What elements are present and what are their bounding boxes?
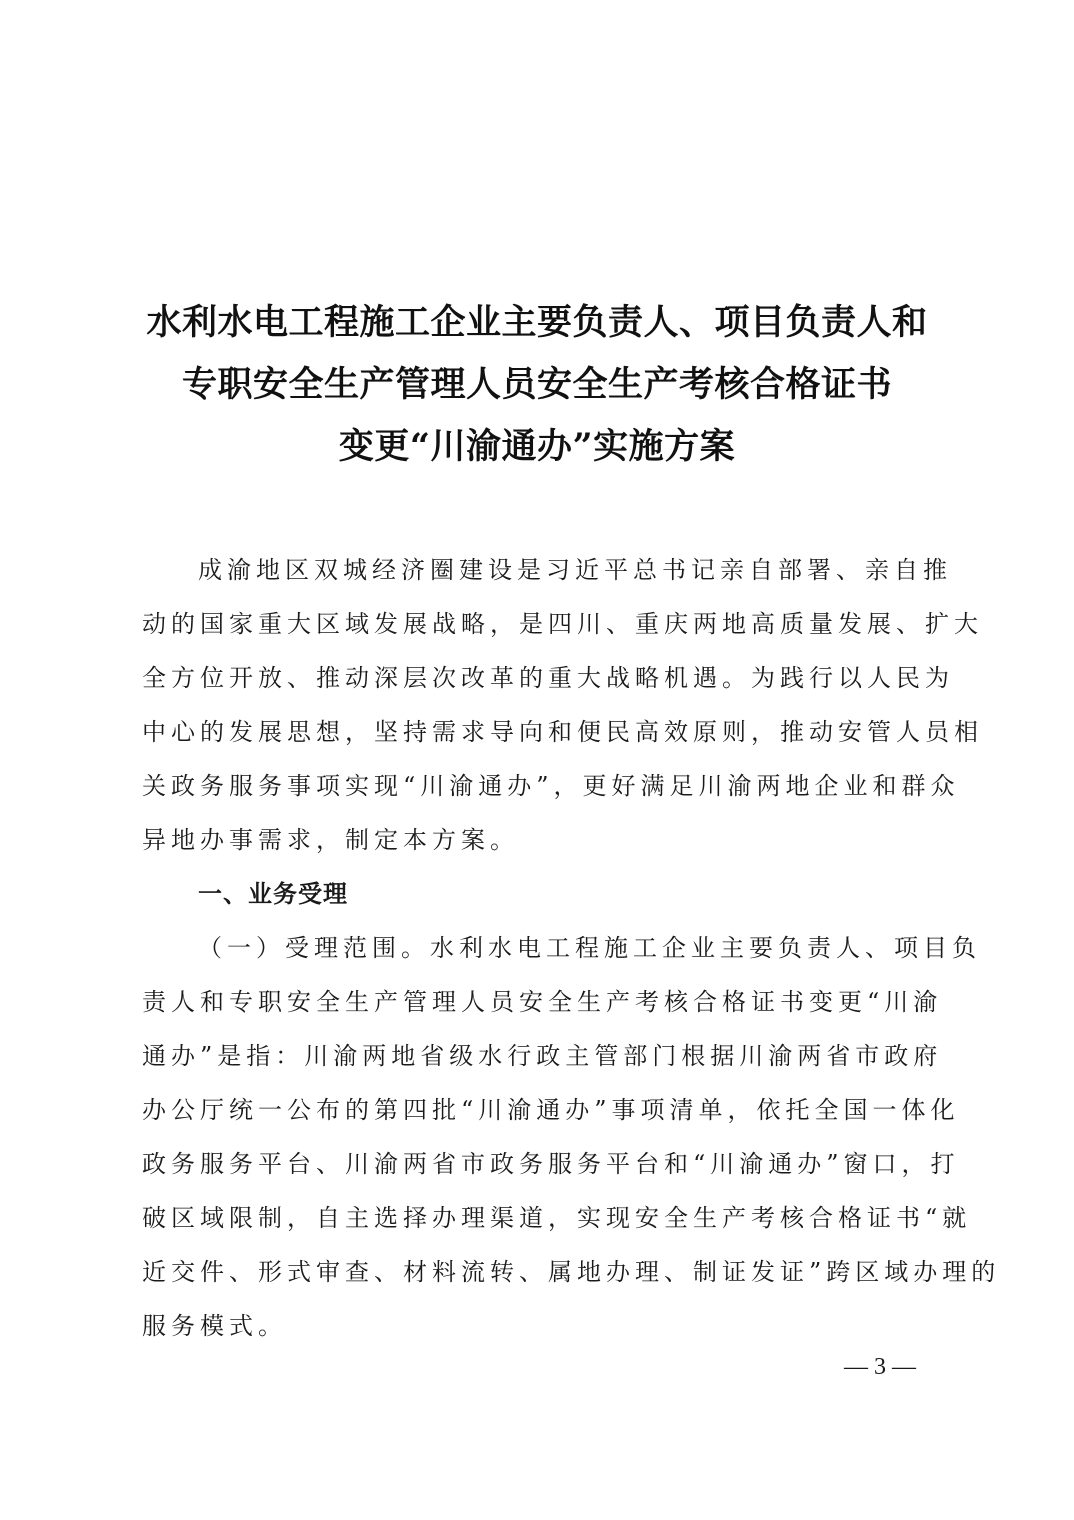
paragraph-line: 中心的发展思想，坚持需求导向和便民高效原则，推动安管人员相 xyxy=(142,718,983,746)
paragraph-line: 政务服务平台、川渝两省市政务服务平台和“川渝通办”窗口，打 xyxy=(142,1150,960,1178)
intro-paragraph xyxy=(142,543,983,867)
paragraph-line: 成渝地区双城经济圈建设是习近平总书记亲自部署、亲自推 xyxy=(198,556,952,584)
paragraph-line: 服务模式。 xyxy=(142,1312,287,1340)
title-line: 水利水电工程施工企业主要负责人、项目负责人和 xyxy=(146,302,928,343)
paragraph-line: 动的国家重大区域发展战略，是四川、重庆两地高质量发展、扩大 xyxy=(142,610,983,638)
scope-paragraph xyxy=(142,921,1001,1353)
paragraph-line: （一）受理范围。水利水电工程施工企业主要负责人、项目负 xyxy=(198,934,981,962)
document-body xyxy=(142,543,1001,1353)
paragraph-line: 破区域限制，自主选择办理渠道，实现安全生产考核合格证书“就 xyxy=(142,1204,972,1232)
paragraph-line: 通办”是指：川渝两地省级水行政主管部门根据川渝两省市政府 xyxy=(142,1042,943,1070)
section-heading: 一、业务受理 xyxy=(198,880,348,908)
paragraph-line: 办公厅统一公布的第四批“川渝通办”事项清单，依托全国一体化 xyxy=(142,1096,960,1124)
page-number: — 3 — xyxy=(844,1354,916,1380)
title-line: 变更“川渝通办”实施方案 xyxy=(338,426,736,467)
paragraph-line: 责人和专职安全生产管理人员安全生产考核合格证书变更“川渝 xyxy=(142,988,943,1016)
paragraph-line: 异地办事需求，制定本方案。 xyxy=(142,826,519,854)
paragraph-line: 全方位开放、推动深层次改革的重大战略机遇。为践行以人民为 xyxy=(142,664,954,692)
paragraph-line: 近交件、形式审查、材料流转、属地办理、制证发证”跨区域办理的 xyxy=(142,1258,1001,1286)
document-title xyxy=(100,292,974,478)
title-line: 专职安全生产管理人员安全生产考核合格证书 xyxy=(181,364,892,405)
paragraph-line: 关政务服务事项实现“川渝通办”，更好满足川渝两地企业和群众 xyxy=(142,772,960,800)
